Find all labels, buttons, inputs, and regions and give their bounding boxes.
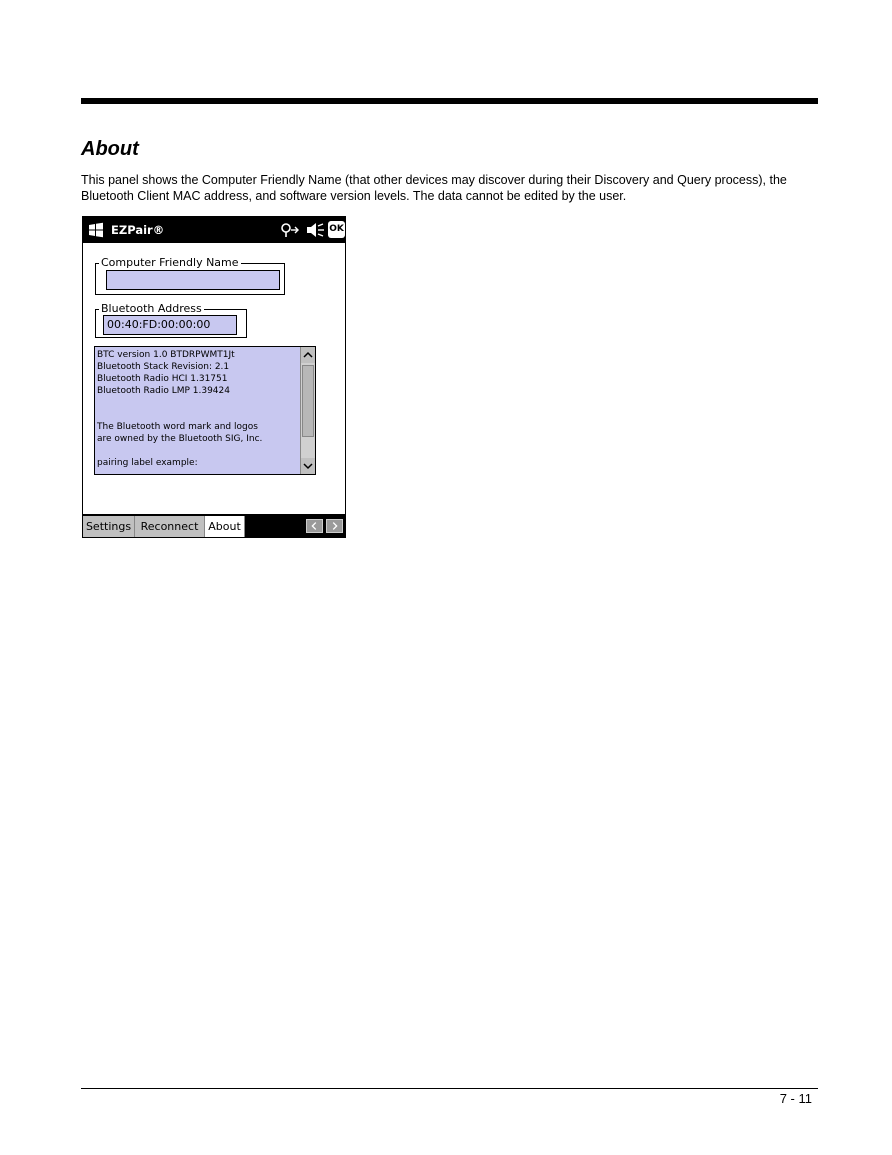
info-line: [97, 445, 297, 457]
info-line: Bluetooth Radio HCI 1.31751: [97, 374, 228, 384]
vertical-scrollbar[interactable]: [300, 347, 315, 474]
chevron-down-icon[interactable]: [301, 458, 315, 474]
connectivity-icon[interactable]: [280, 222, 300, 238]
chevron-left-icon[interactable]: [306, 519, 323, 533]
windows-logo-icon[interactable]: [88, 222, 104, 238]
device-screenshot: [82, 216, 346, 538]
scroll-thumb[interactable]: [302, 365, 314, 437]
chevron-right-icon[interactable]: [326, 519, 343, 533]
title-bar: [83, 217, 345, 243]
chevron-up-icon[interactable]: [301, 347, 315, 363]
info-line: Bluetooth Radio LMP 1.39424: [97, 386, 230, 396]
page-number: 7 - 11: [779, 1091, 812, 1106]
intro-paragraph: This panel shows the Computer Friendly Name (that other devices may discover during their Discovery and Query process), the Bluetooth Client MAC address, and software version levels. The data cannot be edited by the user.: [81, 173, 787, 203]
tab-settings[interactable]: Settings: [83, 516, 135, 537]
tab-about[interactable]: About: [205, 516, 245, 537]
section-title: About: [81, 138, 139, 160]
version-info-box[interactable]: [94, 346, 316, 475]
info-line: The Bluetooth word mark and logos: [97, 422, 258, 432]
info-line: pairing label example:: [97, 458, 198, 468]
bluetooth-address-group: [95, 302, 247, 338]
version-info-text: [97, 349, 297, 469]
bluetooth-address-field[interactable]: 00:40:FD:00:00:00: [103, 315, 237, 335]
info-line: [97, 409, 297, 421]
bluetooth-address-label: Bluetooth Address: [101, 302, 202, 315]
tab-reconnect[interactable]: Reconnect: [135, 516, 205, 537]
app-title: EZPair®: [111, 223, 165, 237]
friendly-name-label: Computer Friendly Name: [101, 256, 239, 269]
info-line: [97, 397, 297, 409]
info-line: are owned by the Bluetooth SIG, Inc.: [97, 434, 263, 444]
top-rule: [81, 98, 818, 104]
speaker-muted-icon[interactable]: [305, 221, 325, 239]
ok-button[interactable]: OK: [328, 221, 345, 238]
tab-bar: [83, 514, 345, 538]
bottom-rule: [81, 1088, 818, 1089]
friendly-name-group: [95, 256, 285, 295]
info-line: BTC version 1.0 BTDRPWMT1Jt: [97, 350, 235, 360]
info-line: Bluetooth Stack Revision: 2.1: [97, 362, 230, 372]
friendly-name-field[interactable]: [106, 270, 280, 290]
